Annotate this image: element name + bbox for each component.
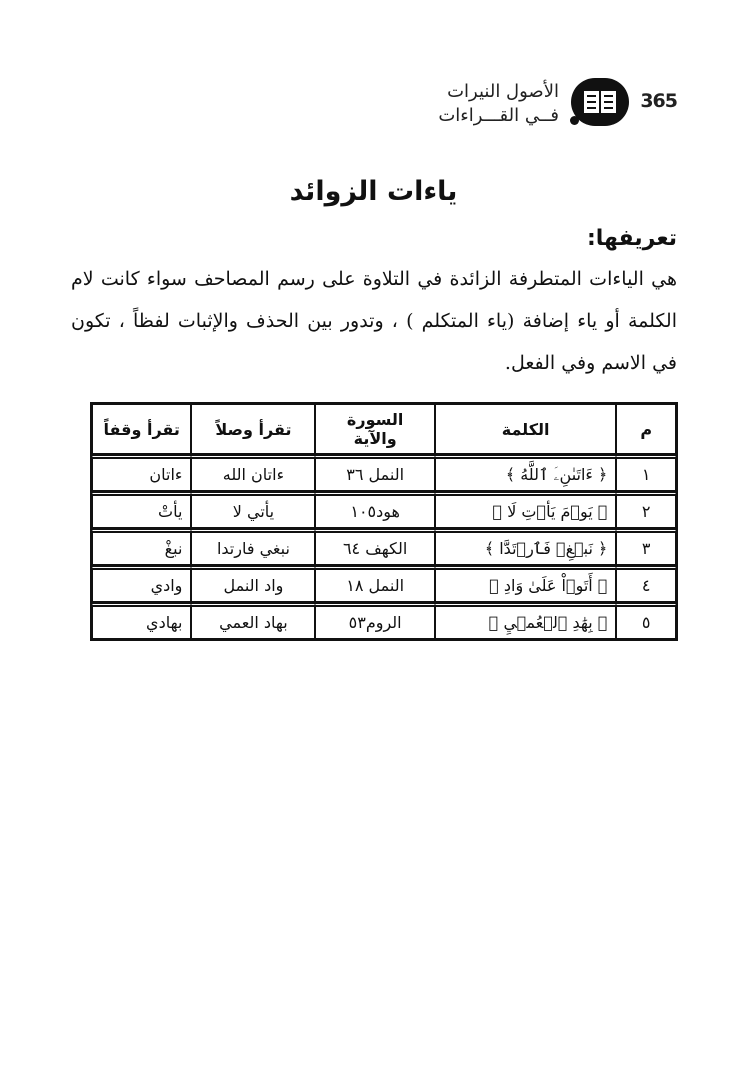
book-logo-icon — [571, 78, 629, 126]
cell-num: ٤ — [616, 565, 676, 602]
cell-wasl: يأتي لا — [191, 491, 315, 528]
cell-wasl: نبغي فارتدا — [191, 528, 315, 565]
page-number: 365 — [640, 90, 677, 112]
cell-waqf: وادي — [92, 565, 191, 602]
cell-word: ﴿ يَوۡمَ يَأۡتِ لَا ﴾ — [435, 491, 617, 528]
zawaid-table — [90, 402, 678, 641]
cell-word: ﴿ نَبۡغِۚ فَٱرۡتَدَّا ﴾ — [435, 528, 617, 565]
table-row — [92, 602, 676, 639]
cell-num: ٢ — [616, 491, 676, 528]
cell-surah: النمل ٣٦ — [315, 454, 434, 491]
header-num: م — [616, 404, 676, 454]
definition-heading: تعريفها: — [586, 226, 677, 251]
header-wasl: تقرأ وصلاً — [191, 404, 315, 454]
cell-waqf: نبغْ — [92, 528, 191, 565]
table-row — [92, 528, 676, 565]
cell-word: ﴿ بِهَٰدِ ٱلۡعُمۡيِ ﴾ — [435, 602, 617, 639]
header-surah: السورة والآية — [315, 404, 434, 454]
cell-wasl: واد النمل — [191, 565, 315, 602]
definition-paragraph: هي الياءات المتطرفة الزائدة في التلاوة على رسم المصاحف سواء كانت لام الكلمة أو ياء إضافة (ياء المتكلم ) ، وتدور بين الحذف والإثبات لفظاً ، تكون في الاسم وفي الفعل. — [71, 268, 677, 374]
cell-surah: النمل ١٨ — [315, 565, 434, 602]
cell-num: ٥ — [616, 602, 676, 639]
table-row — [92, 491, 676, 528]
header-word: الكلمة — [435, 404, 617, 454]
cell-word: ﴿ ءَاتَىٰنِۦَ ٱللَّهُ ﴾ — [435, 454, 617, 491]
book-title — [438, 80, 559, 128]
page-title: ياءات الزوائد — [289, 176, 458, 207]
book-title-line1: الأصول النيرات — [447, 81, 559, 102]
cell-wasl: ءاتان الله — [191, 454, 315, 491]
cell-surah: هود١٠٥ — [315, 491, 434, 528]
book-title-line2: فــي القـــراءات — [438, 105, 559, 126]
table-row — [92, 454, 676, 491]
cell-num: ٣ — [616, 528, 676, 565]
cell-waqf: يأتْ — [92, 491, 191, 528]
table-header-row — [92, 404, 676, 454]
cell-surah: الروم٥٣ — [315, 602, 434, 639]
cell-wasl: بهاد العمي — [191, 602, 315, 639]
dot-icon — [570, 116, 579, 125]
cell-num: ١ — [616, 454, 676, 491]
table-row — [92, 565, 676, 602]
cell-waqf: ءاتان — [92, 454, 191, 491]
cell-word: ﴿ أَتَوۡاْ عَلَىٰ وَادِ ﴾ — [435, 565, 617, 602]
cell-waqf: بهادي — [92, 602, 191, 639]
cell-surah: الكهف ٦٤ — [315, 528, 434, 565]
page-header — [407, 76, 677, 136]
header-waqf: تقرأ وقفاً — [92, 404, 191, 454]
